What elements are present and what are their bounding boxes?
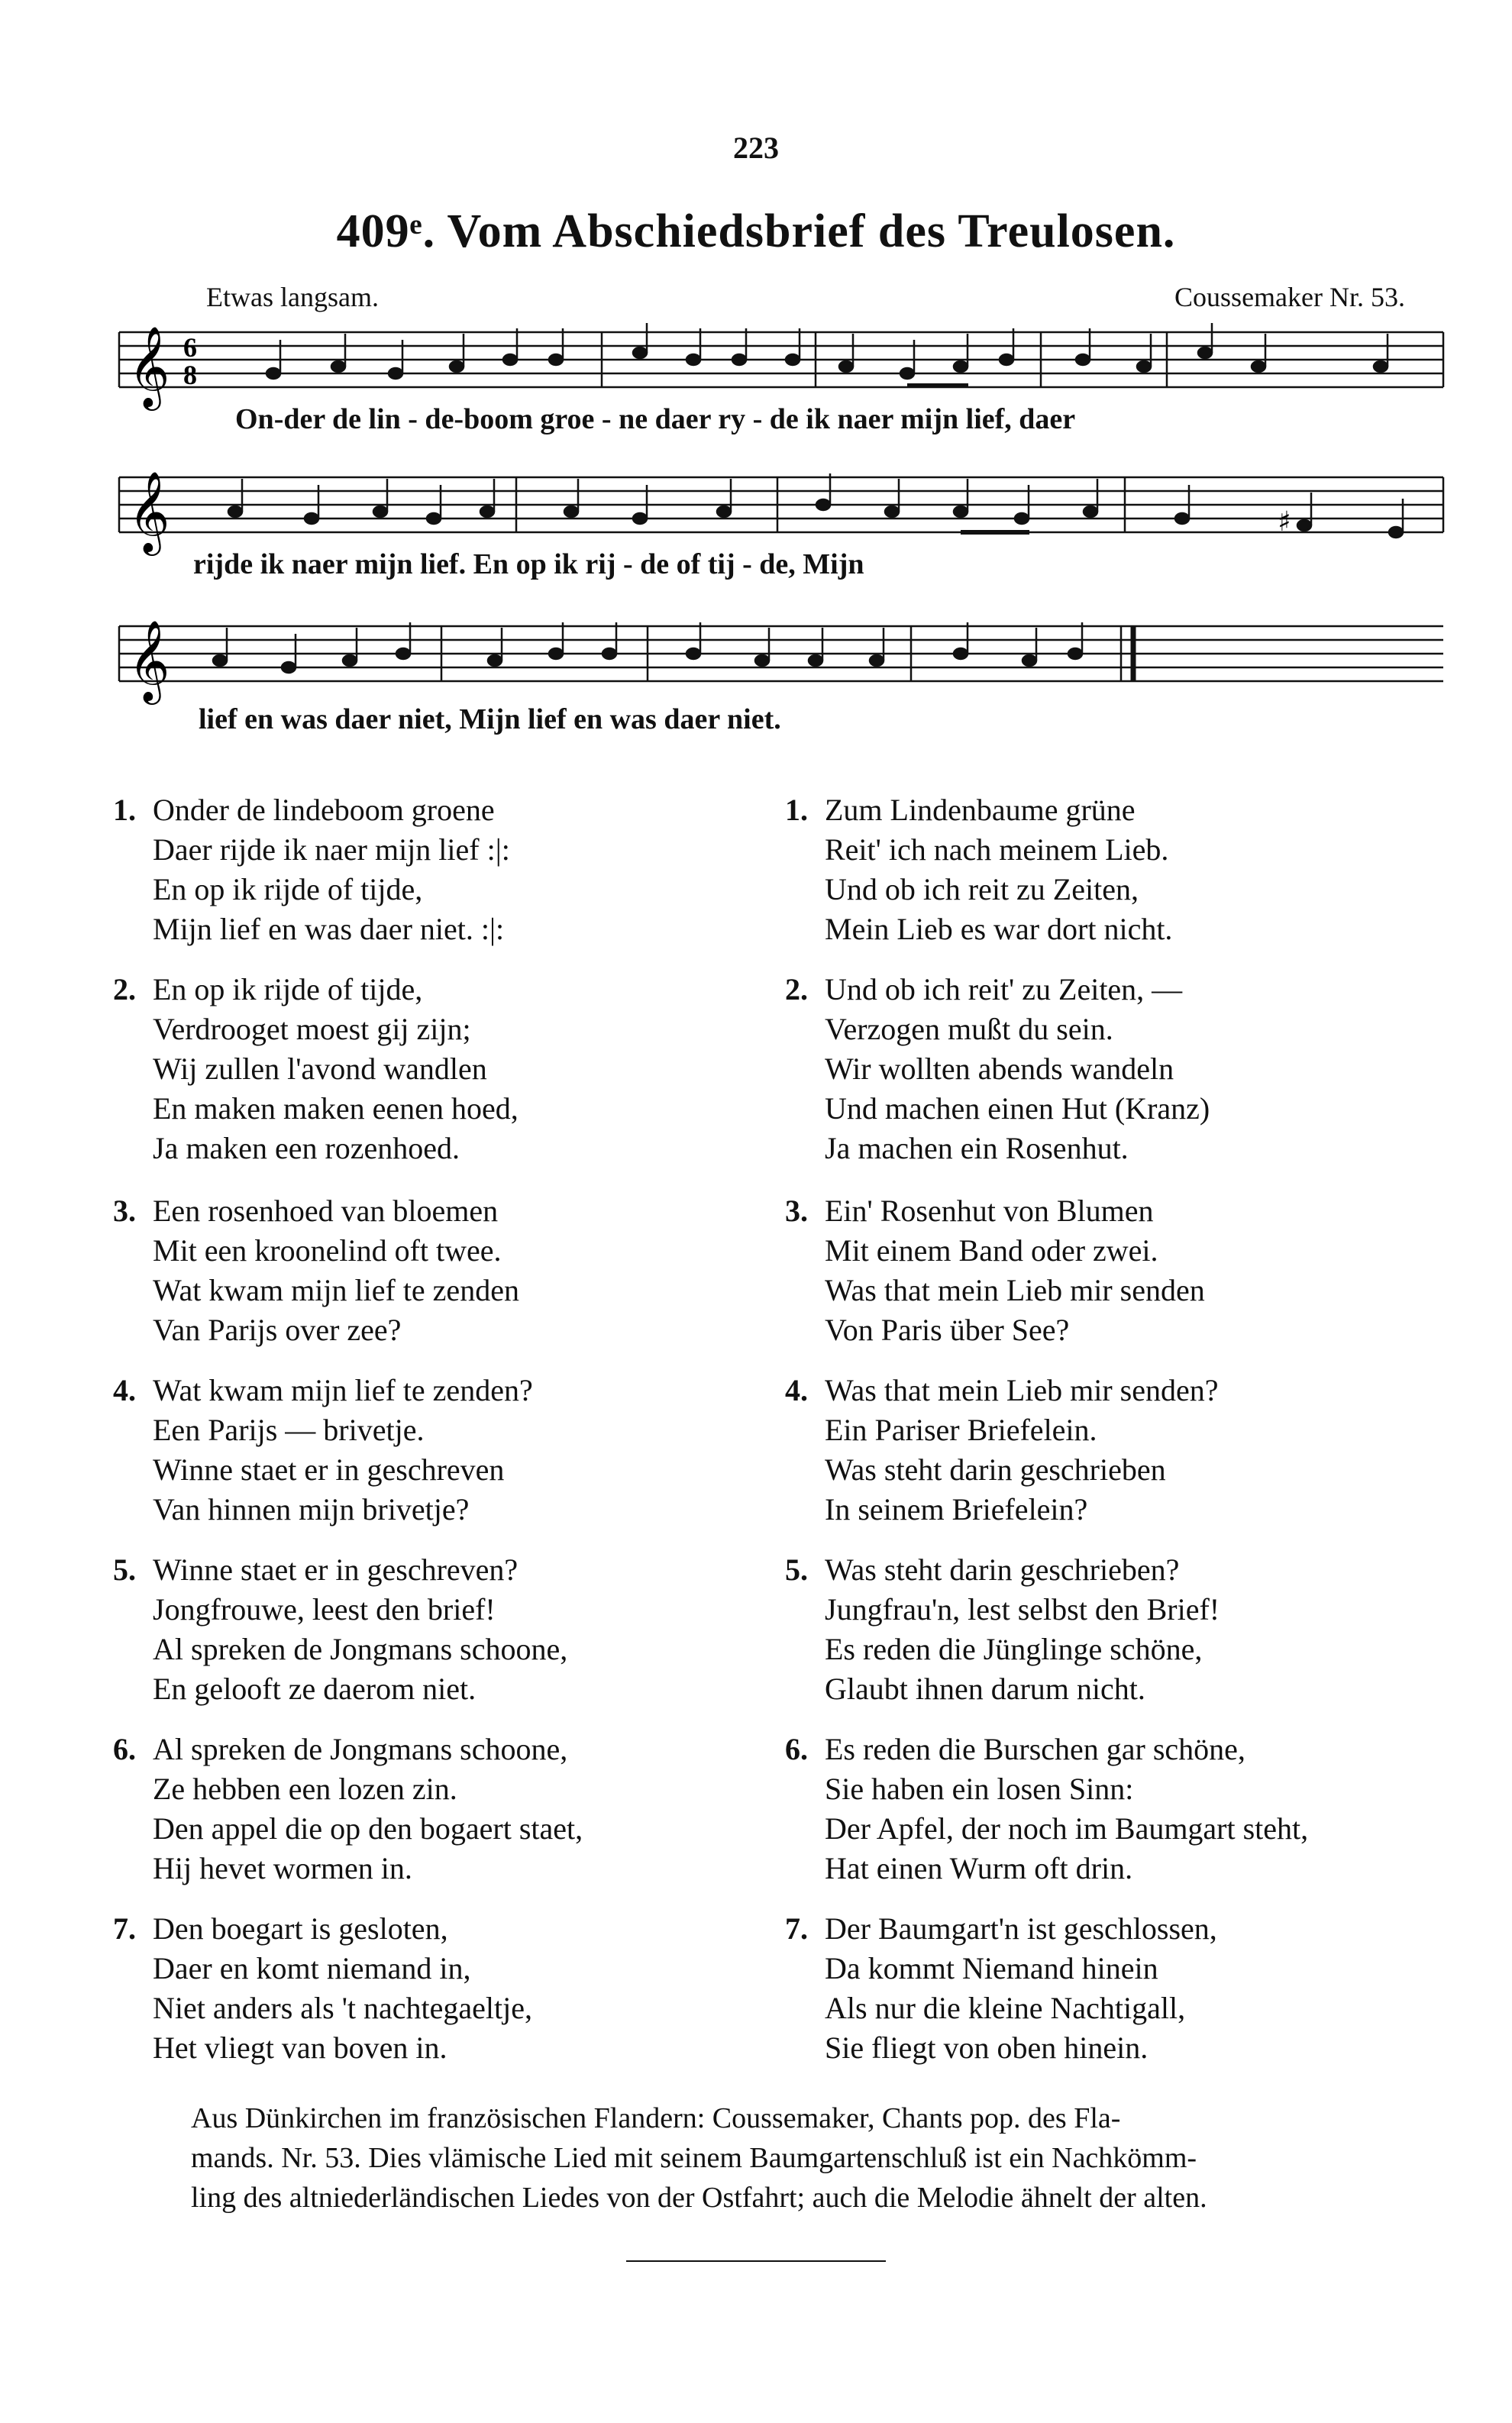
verse-line: Onder de lindeboom groene xyxy=(153,793,495,827)
verse-line: Wir wollten abends wandeln xyxy=(825,1052,1174,1086)
verse-line: Ein Pariser Briefelein. xyxy=(825,1413,1097,1447)
verse-line: Winne staet er in geschreven? xyxy=(153,1552,519,1587)
stanza-number: 7. xyxy=(113,1911,136,1946)
treble-clef-icon: 𝄞 xyxy=(128,470,170,552)
verse-line: Reit' ich nach meinem Lieb. xyxy=(825,832,1169,867)
lyrics-line-1: On-der de lin - de-boom groe - ne daer ry - de ik naer mijn lief, daer xyxy=(235,403,1076,435)
treble-clef-icon: 𝄞 xyxy=(128,619,170,701)
verse-line: Es reden die Jünglinge schöne, xyxy=(825,1632,1203,1666)
music-system-1 xyxy=(113,317,1449,435)
verse-line: Der Apfel, der noch im Baumgart steht, xyxy=(825,1811,1309,1846)
stanza-left-2 xyxy=(113,970,519,1168)
verse-line: Was that mein Lieb mir senden xyxy=(825,1273,1205,1307)
verse-line: Niet anders als 't nachtegaeltje, xyxy=(153,1991,532,2025)
verse-line: Een Parijs — brivetje. xyxy=(153,1413,425,1447)
stanza-number: 3. xyxy=(113,1194,136,1228)
verse-line: Ja maken een rozenhoed. xyxy=(153,1131,460,1165)
tempo-marking: Etwas langsam. xyxy=(206,282,379,312)
verse-line: Der Baumgart'n ist geschlossen, xyxy=(825,1911,1217,1946)
music-system-3 xyxy=(113,611,1449,735)
svg-text:6: 6 xyxy=(183,332,197,363)
song-title: 409ᵉ. Vom Abschiedsbrief des Treulosen. xyxy=(336,205,1176,257)
verse-line: Winne staet er in geschreven xyxy=(153,1452,505,1487)
stanza-number: 5. xyxy=(113,1552,136,1587)
stanza-number: 1. xyxy=(785,793,808,827)
divider-rule xyxy=(626,2260,886,2262)
stanza-right-7 xyxy=(785,1909,1217,2068)
verse-line: Ein' Rosenhut von Blumen xyxy=(825,1194,1154,1228)
stanza-number: 2. xyxy=(785,972,808,1006)
verse-line: Ja machen ein Rosenhut. xyxy=(825,1131,1129,1165)
verse-line: Verdrooget moest gij zijn; xyxy=(153,1012,471,1046)
footnote-line: Aus Dünkirchen im französischen Flandern: Coussemaker, Chants pop. des Fla- xyxy=(191,2102,1121,2134)
verse-line: Sie fliegt von oben hinein. xyxy=(825,2030,1149,2065)
verse-line: Da kommt Niemand hinein xyxy=(825,1951,1158,1985)
svg-text:8: 8 xyxy=(183,360,197,390)
music-system-2 xyxy=(113,462,1449,580)
verse-line: Was steht darin geschrieben xyxy=(825,1452,1166,1487)
verse-line: Van Parijs over zee? xyxy=(153,1313,402,1347)
verse-line: Von Paris über See? xyxy=(825,1313,1070,1347)
verse-line: Wat kwam mijn lief te zenden? xyxy=(153,1373,533,1407)
verse-line: En op ik rijde of tijde, xyxy=(153,872,423,906)
stanza-right-4 xyxy=(785,1371,1219,1530)
verse-line: Zum Lindenbaume grüne xyxy=(825,793,1136,827)
sharp-icon: ♯ xyxy=(1278,506,1291,538)
verse-line: Daer rijde ik naer mijn lief :|: xyxy=(153,832,510,867)
footnote-line: mands. Nr. 53. Dies vlämische Lied mit seinem Baumgartenschluß ist ein Nachkömm- xyxy=(191,2142,1197,2174)
verse-line: Van hinnen mijn brivetje? xyxy=(153,1492,470,1526)
stanza-number: 3. xyxy=(785,1194,808,1228)
footnote xyxy=(191,2098,1443,2218)
verse-line: Jungfrau'n, lest selbst den Brief! xyxy=(825,1592,1220,1627)
stanza-number: 4. xyxy=(113,1373,136,1407)
verse-line: Een rosenhoed van bloemen xyxy=(153,1194,499,1228)
verse-line: Verzogen mußt du sein. xyxy=(825,1012,1113,1046)
verse-line: Mit einem Band oder zwei. xyxy=(825,1233,1158,1268)
verse-line: Jongfrouwe, leest den brief! xyxy=(153,1592,496,1627)
source-reference: Coussemaker Nr. 53. xyxy=(1174,282,1405,312)
stanza-number: 6. xyxy=(785,1732,808,1766)
verse-line: Mein Lieb es war dort nicht. xyxy=(825,912,1173,946)
verse-line: Ze hebben een lozen zin. xyxy=(153,1772,457,1806)
verse-line: En maken maken eenen hoed, xyxy=(153,1091,519,1126)
stanza-right-5 xyxy=(785,1550,1220,1709)
stanza-left-5 xyxy=(113,1550,568,1709)
verse-line: Al spreken de Jongmans schoone, xyxy=(153,1632,568,1666)
stanza-left-4 xyxy=(113,1371,533,1530)
verse-line: Sie haben ein losen Sinn: xyxy=(825,1772,1134,1806)
verse-line: Daer en komt niemand in, xyxy=(153,1951,471,1985)
verse-line: Als nur die kleine Nachtigall, xyxy=(825,1991,1186,2025)
verse-line: Hat einen Wurm oft drin. xyxy=(825,1851,1133,1885)
stanza-number: 5. xyxy=(785,1552,808,1587)
verse-line: Het vliegt van boven in. xyxy=(153,2030,447,2065)
verse-line: In seinem Briefelein? xyxy=(825,1492,1088,1526)
verse-line: Wij zullen l'avond wandlen xyxy=(153,1052,487,1086)
stanza-number: 6. xyxy=(113,1732,136,1766)
verse-line: En op ik rijde of tijde, xyxy=(153,972,423,1006)
stanza-number: 7. xyxy=(785,1911,808,1946)
verse-line: Hij hevet wormen in. xyxy=(153,1851,412,1885)
stanza-right-6 xyxy=(785,1730,1309,1888)
stanza-right-1 xyxy=(785,790,1173,949)
verse-line: Was steht darin geschrieben? xyxy=(825,1552,1180,1587)
stanza-left-1 xyxy=(113,790,510,949)
stanza-left-7 xyxy=(113,1909,532,2068)
stanza-right-2 xyxy=(785,970,1210,1168)
stanza-right-3 xyxy=(785,1191,1205,1350)
lyrics-line-2: rijde ik naer mijn lief. En op ik rij - de of tij - de, Mijn xyxy=(193,548,864,580)
verse-line: Den boegart is gesloten, xyxy=(153,1911,448,1946)
verse-line: Glaubt ihnen darum nicht. xyxy=(825,1672,1145,1706)
verse-line: Den appel die op den bogaert staet, xyxy=(153,1811,583,1846)
verse-line: Und ob ich reit zu Zeiten, xyxy=(825,872,1139,906)
verse-line: Wat kwam mijn lief te zenden xyxy=(153,1273,519,1307)
footnote-line: ling des altniederländischen Liedes von der Ostfahrt; auch die Melodie ähnelt der alten. xyxy=(191,2182,1207,2214)
lyrics-line-3: lief en was daer niet, Mijn lief en was daer niet. xyxy=(199,703,781,735)
stanza-number: 4. xyxy=(785,1373,808,1407)
verse-line: Al spreken de Jongmans schoone, xyxy=(153,1732,568,1766)
verse-line: Und ob ich reit' zu Zeiten, — xyxy=(825,972,1183,1006)
stanza-left-6 xyxy=(113,1730,583,1888)
stanza-number: 1. xyxy=(113,793,136,827)
stanza-number: 2. xyxy=(113,972,136,1006)
treble-clef-icon: 𝄞 xyxy=(128,325,170,407)
stanza-left-3 xyxy=(113,1191,519,1350)
page-number: 223 xyxy=(733,131,779,165)
verse-line: Mijn lief en was daer niet. :|: xyxy=(153,912,505,946)
verse-line: Was that mein Lieb mir senden? xyxy=(825,1373,1219,1407)
verse-line: Und machen einen Hut (Kranz) xyxy=(825,1091,1210,1126)
verse-line: Mit een kroonelind oft twee. xyxy=(153,1233,502,1268)
verse-line: En gelooft ze daerom niet. xyxy=(153,1672,477,1706)
verse-line: Es reden die Burschen gar schöne, xyxy=(825,1732,1245,1766)
